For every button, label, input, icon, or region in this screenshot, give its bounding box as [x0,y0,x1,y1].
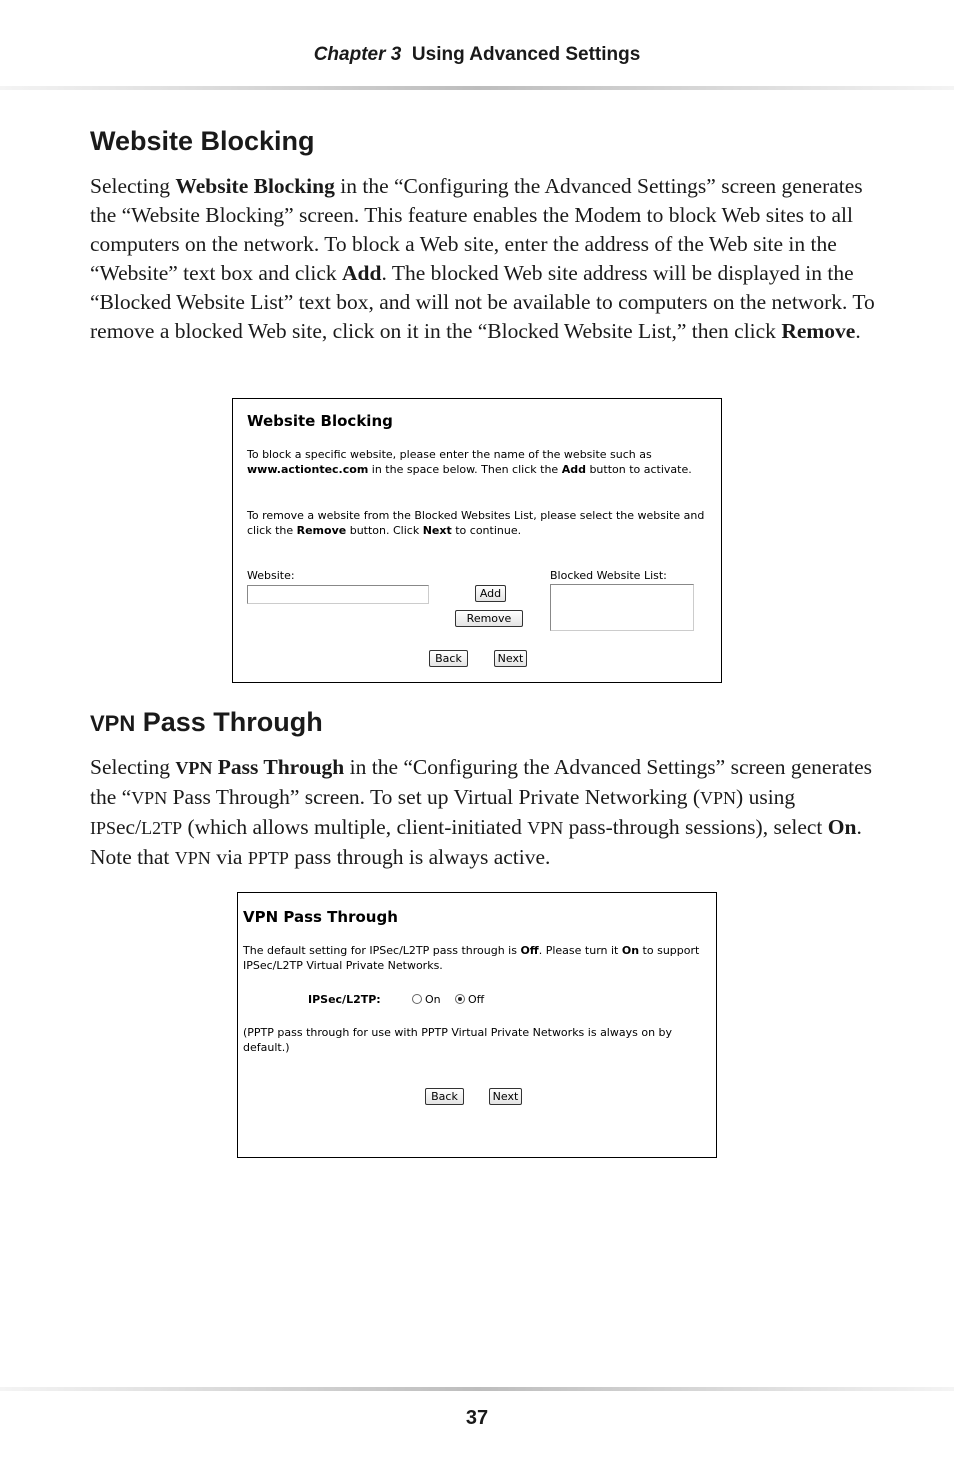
wb-screen-title: Website Blocking [247,412,393,430]
vpn-intro-2: (PPTP pass through for use with PPTP Virtual Private Networks is always on by default.) [243,1026,673,1054]
blocked-list-label: Blocked Website List: [550,569,667,582]
ipsec-off-radio[interactable] [455,994,465,1004]
remove-button[interactable]: Remove [455,610,523,627]
vpn-intro-1: The default setting for IPSec/L2TP pass through is Off. Please turn it On to support IPSec/L2TP Virtual Private Networks. [243,944,700,972]
website-blocking-paragraph: Selecting Website Blocking in the “Configuring the Advanced Settings” screen generates the “Website Blocking” screen. This feature enables the Modem to block Web sites to all computers on the network. To block a Web site, enter the address of the Web site in the “Website” text box and click Add. The blocked Web site address will be displayed in the “Blocked Website List” text box, and will not be available to computers on the network. To remove a blocked Web site, click on it in the “Blocked Website List,” then click Remove. [90,174,875,343]
website-label: Website: [247,569,295,582]
running-head [0,44,954,66]
chapter-title: Using Advanced Settings [411,44,641,65]
chapter-label: Chapter 3 [313,44,402,65]
footer-rule [0,1387,954,1391]
blocked-website-list[interactable] [550,584,694,631]
back-button[interactable]: Back [429,650,468,667]
ipsec-label: IPSec/L2TP: [308,993,381,1006]
vpn-pass-through-paragraph: Selecting VPN Pass Through in the “Configuring the Advanced Settings” screen generates the “VPN Pass Through” screen. To set up Virtual Private Networking (VPN) using IPSec/L2TP (which allows multiple, client-initiated VPN pass-through sessions), select On. Note that VPN via PPTP pass through is always active. [90,755,873,869]
vpn-pass-through-heading: VPN Pass Through [90,707,323,737]
vpn-back-button[interactable]: Back [425,1088,464,1105]
ipsec-off-label: Off [468,993,485,1006]
vpn-pass-through-screenshot [237,892,717,1158]
next-button[interactable]: Next [494,650,527,667]
ipsec-on-label: On [425,993,441,1006]
wb-intro-1: To block a specific website, please enter the name of the website such as www.actiontec.com in the space below. Then click the Add button to activate. [247,448,692,476]
ipsec-on-radio[interactable] [412,994,422,1004]
website-input[interactable] [247,585,429,604]
add-button[interactable]: Add [475,585,506,602]
vpn-next-button[interactable]: Next [489,1088,522,1105]
page-number: 37 [465,1407,489,1429]
website-blocking-screenshot [232,398,722,683]
vpn-screen-title: VPN Pass Through [243,908,398,926]
website-blocking-heading: Website Blocking [90,126,315,156]
wb-intro-2: To remove a website from the Blocked Websites List, please select the website and click the Remove button. Click Next to continue. [247,509,705,537]
header-rule [0,86,954,90]
